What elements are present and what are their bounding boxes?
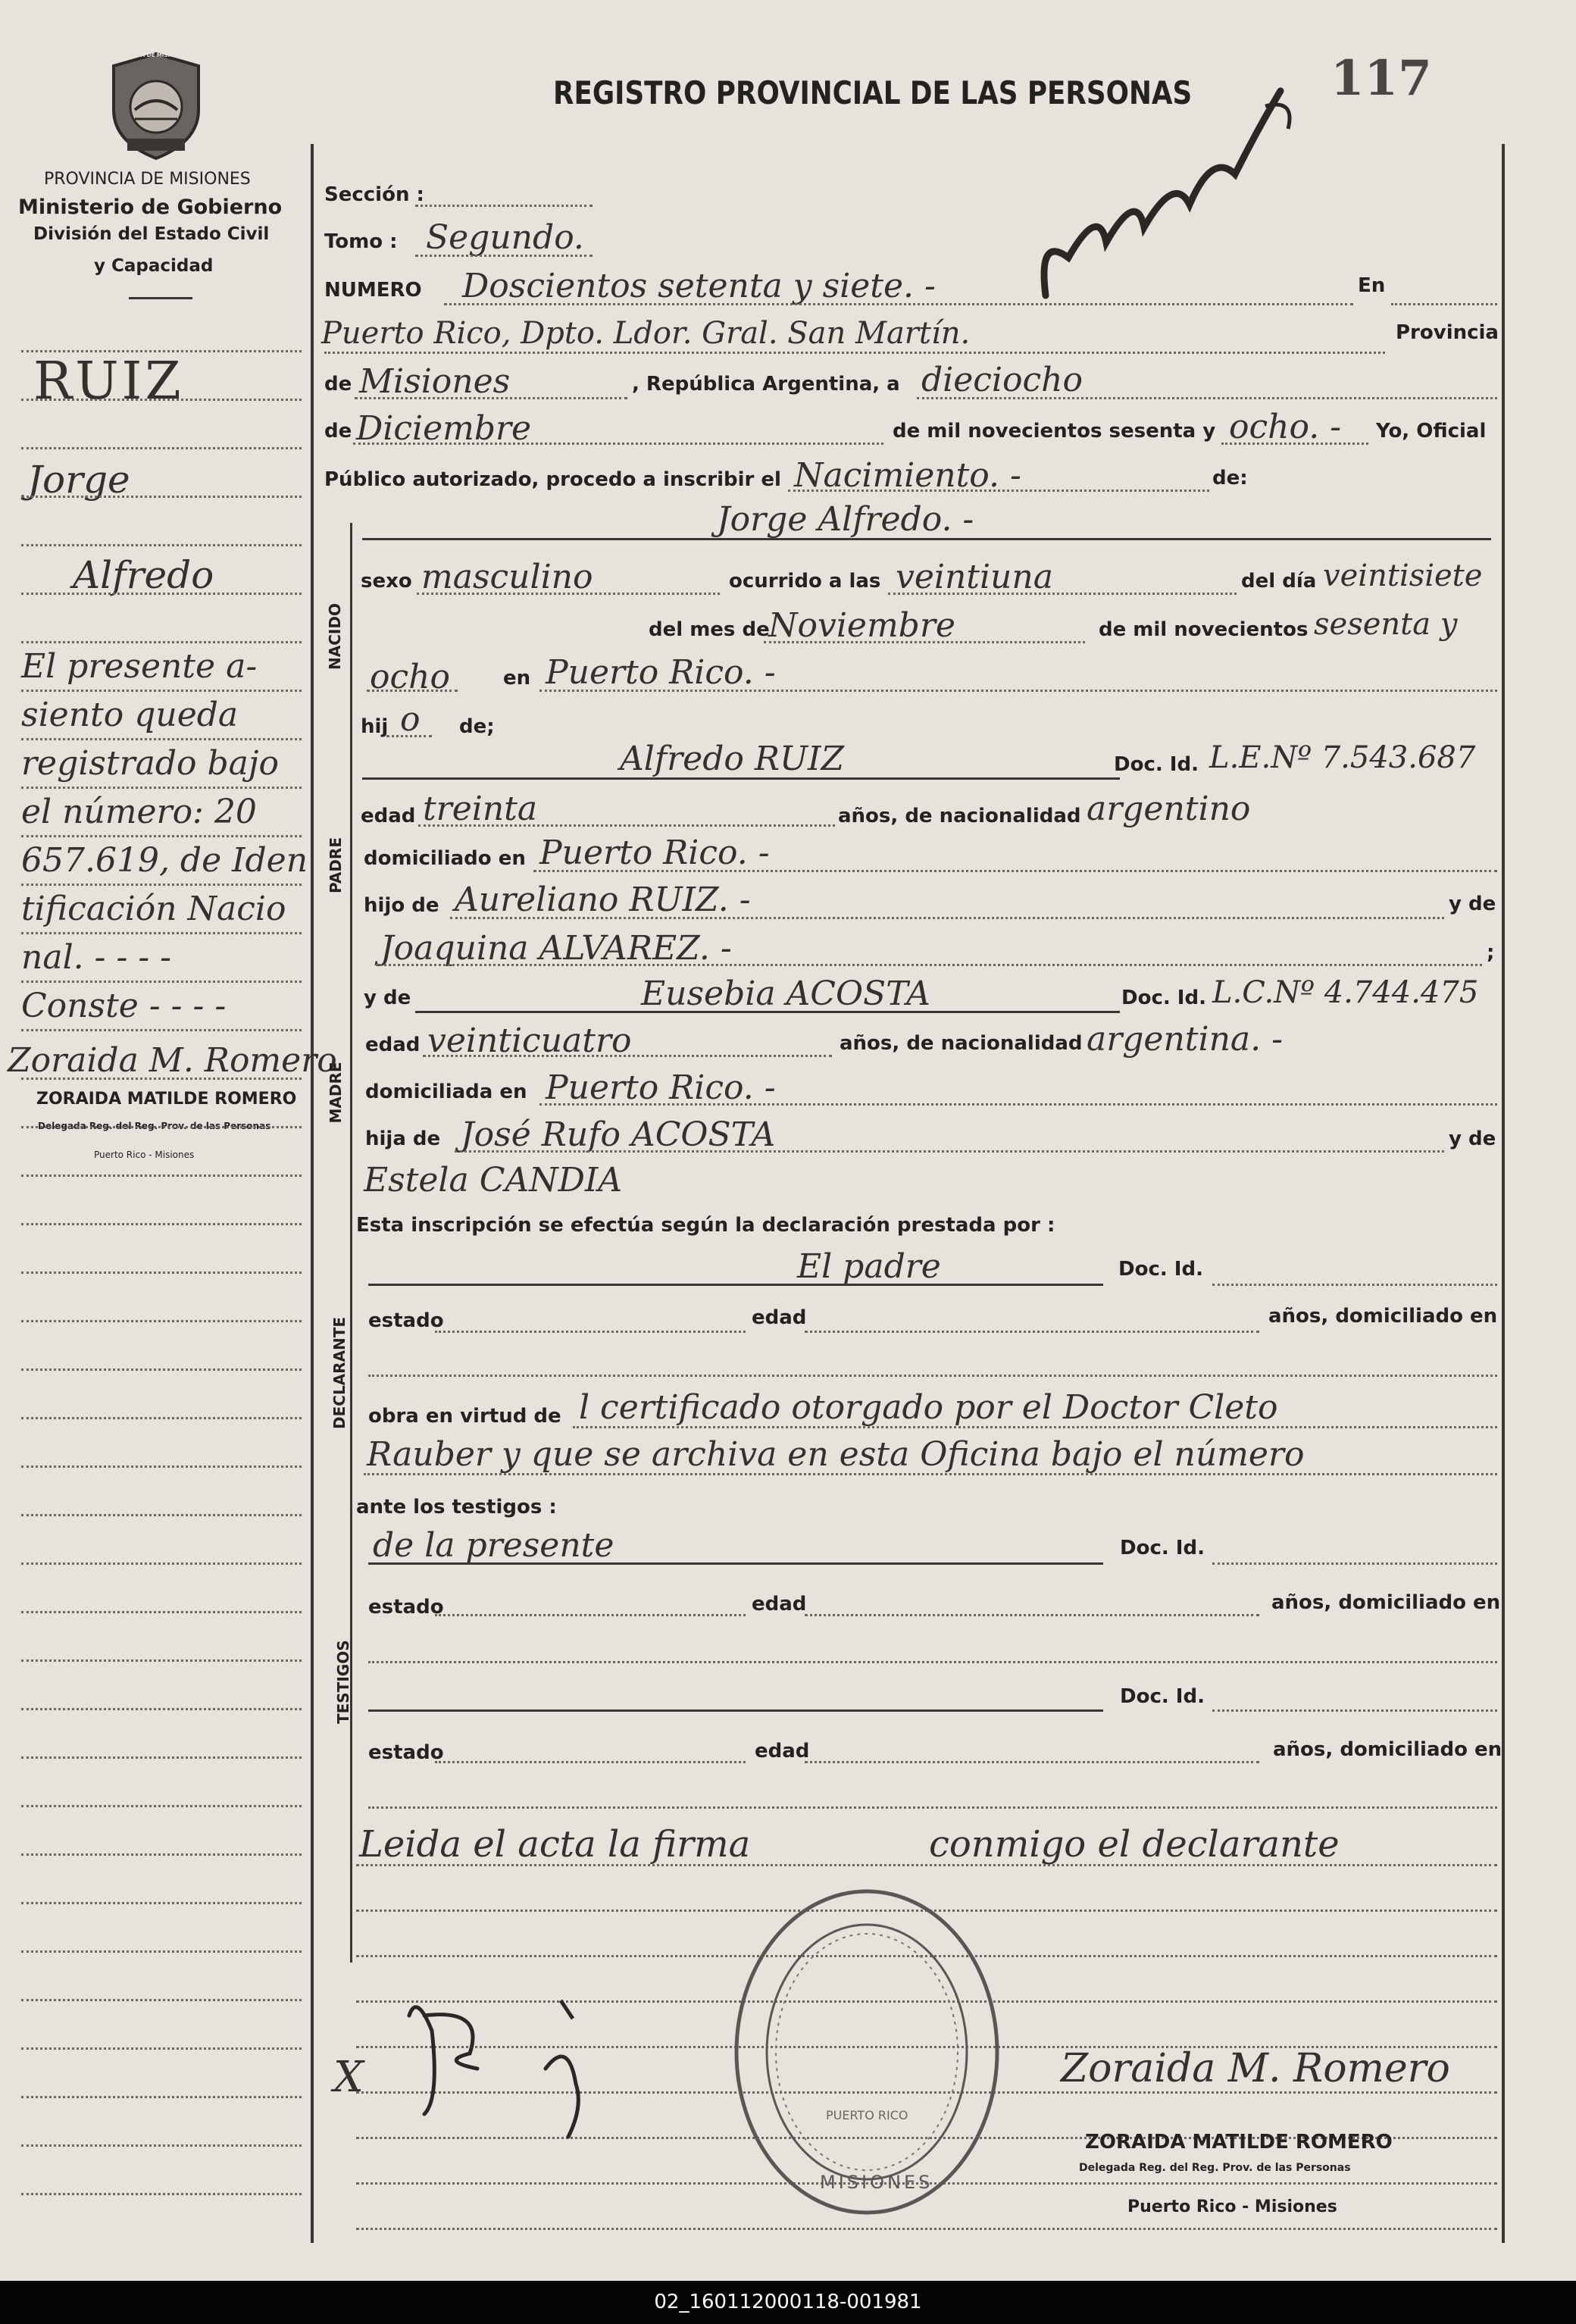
- sexo-label: sexo: [361, 570, 412, 593]
- margin-first-name: Jorge: [27, 458, 130, 502]
- province-heading: PROVINCIA DE MISIONES: [44, 170, 251, 189]
- mother-dom-line: [539, 1103, 1497, 1106]
- margin-note-line: El presente a-: [21, 647, 258, 686]
- seal-text: PROVINCIA DE MISIONES: [112, 52, 186, 58]
- margin-ruled-line: [21, 350, 302, 352]
- de-semicolon: de;: [459, 715, 495, 738]
- margin-ruled-line: [21, 447, 302, 449]
- declarante-estado-line: [435, 1331, 746, 1333]
- mes-label: del mes de: [649, 618, 770, 641]
- margin-note-line: registrado bajo: [21, 744, 280, 783]
- birth-year-2: ocho: [370, 658, 450, 696]
- margin-second-name: Alfredo: [73, 553, 214, 597]
- en-label: En: [1358, 274, 1386, 297]
- section-testigos: TESTIGOS: [334, 1640, 352, 1724]
- declarante-anos-label: años, domiciliado en: [1268, 1305, 1498, 1328]
- mother-doc-value: L.C.Nº 4.744.475: [1212, 975, 1479, 1010]
- mother-nac-label: años, de nacionalidad: [840, 1032, 1083, 1055]
- sexo-line: [417, 593, 720, 595]
- de-label-2: de: [324, 420, 352, 443]
- republica-label: , República Argentina, a: [632, 373, 900, 396]
- father-name-line: [362, 777, 1120, 780]
- father-yde-label: y de: [1449, 893, 1496, 915]
- grandmother-line: [376, 964, 1482, 966]
- margin-ruled-line: [21, 835, 302, 837]
- birth-month-value: Noviembre: [768, 606, 955, 645]
- margin-ruled-line: [21, 1029, 302, 1031]
- birth-day-value: veintisiete: [1323, 558, 1483, 593]
- father-nac-value: argentino: [1087, 790, 1251, 828]
- grandfather-line: [450, 917, 1444, 919]
- seccion-line: [415, 205, 593, 207]
- closing-ruled-line: [356, 2228, 1497, 2230]
- father-hijo-label: hijo de: [364, 894, 439, 917]
- margin-ruled-line: [21, 1756, 302, 1759]
- declarant-signature: [394, 1985, 667, 2167]
- seal-middle-text: PUERTO RICO: [826, 2108, 908, 2122]
- margin-ruled-line: [21, 690, 302, 692]
- margin-ruled-line: [21, 1853, 302, 1856]
- registry-number: 117: [1331, 50, 1432, 107]
- margin-ruled-line: [21, 1902, 302, 1904]
- margin-ruled-line: [21, 1611, 302, 1613]
- declarante-dom-line: [368, 1375, 1497, 1377]
- margin-ruled-line: [21, 1562, 302, 1565]
- hour-value: veintiuna: [896, 558, 1053, 596]
- registrar-signature-top: [1015, 68, 1311, 303]
- mother-yde2-label: y de: [1449, 1128, 1496, 1150]
- father-edad-value: treinta: [423, 790, 538, 828]
- child-name: Jorge Alfredo. -: [717, 500, 974, 539]
- declarante-edad-line: [805, 1331, 1259, 1333]
- declarante-estado-label: estado: [368, 1309, 444, 1332]
- margin-ruled-line: [21, 1417, 302, 1419]
- declarante-doc-label: Doc. Id.: [1118, 1258, 1203, 1281]
- birth-place-value: Puerto Rico. -: [546, 653, 776, 692]
- witness-1-anos-label: años, domiciliado en: [1271, 1591, 1501, 1614]
- coat-of-arms-icon: [105, 49, 208, 163]
- hour-line: [888, 593, 1237, 595]
- heading-rule: [129, 297, 192, 299]
- father-semicolon: ;: [1487, 941, 1495, 964]
- declaracion-intro: Esta inscripción se efectúa según la declaración prestada por :: [356, 1214, 1055, 1237]
- father-nac-label: años, de nacionalidad: [838, 805, 1081, 827]
- mil-label: de mil novecientos sesenta y: [893, 420, 1216, 443]
- hijo-label: hij: [361, 715, 389, 738]
- margin-ruled-line: [21, 1805, 302, 1807]
- witness-2-doc-line: [1212, 1709, 1497, 1712]
- witness-2-anos-label: años, domiciliado en: [1273, 1738, 1503, 1761]
- declarante-name-line: [368, 1284, 1103, 1286]
- mother-name: Eusebia ACOSTA: [641, 974, 930, 1013]
- ocurrido-label: ocurrido a las: [729, 570, 881, 593]
- day-value: dieciocho: [921, 361, 1083, 399]
- province-value: Misiones: [359, 362, 511, 401]
- publico-label: Público autorizado, procedo a inscribir el: [324, 468, 781, 491]
- act-line: [788, 490, 1209, 492]
- margin-note-line: siento queda: [21, 696, 239, 734]
- grandfather-value: Aureliano RUIZ. -: [455, 880, 751, 919]
- mother-yde-label: y de: [364, 987, 411, 1009]
- hijo-line: [386, 735, 432, 737]
- declarante-edad-label: edad: [752, 1306, 807, 1329]
- margin-ruled-line: [21, 1223, 302, 1225]
- yo-label: Yo, Oficial: [1376, 420, 1487, 443]
- obra-value-2: Rauber y que se archiva en esta Oficina bajo el número: [367, 1435, 1305, 1474]
- margin-ruled-line: [21, 1514, 302, 1516]
- section-madre: MADRE: [327, 1062, 345, 1124]
- testigos-intro: ante los testigos :: [356, 1496, 557, 1519]
- margin-ruled-line: [21, 738, 302, 740]
- witness-2-edad-line: [805, 1761, 1259, 1763]
- witness-2-name-line: [368, 1709, 1103, 1712]
- witness-1-name: de la presente: [373, 1526, 614, 1565]
- margin-ruled-line: [21, 641, 302, 643]
- officer-signature: Zoraida M. Romero: [1061, 2046, 1450, 2091]
- mother-doc-label: Doc. Id.: [1121, 987, 1206, 1009]
- sexo-value: masculino: [421, 558, 593, 596]
- numero-value: Doscientos setenta y siete. -: [462, 267, 936, 305]
- witness-1-name-line: [368, 1562, 1103, 1565]
- section-nacido: NACIDO: [326, 603, 344, 670]
- margin-ruled-line: [21, 1465, 302, 1468]
- maternal-grandfather-value: José Rufo ACOSTA: [461, 1115, 776, 1154]
- witness-1-estado-label: estado: [368, 1596, 444, 1619]
- margin-ruled-line: [21, 1271, 302, 1274]
- mil-novecientos-label: de mil novecientos: [1099, 618, 1309, 641]
- margin-note-line: 657.619, de Iden: [21, 841, 308, 880]
- obra-value-1: l certificado otorgado por el Doctor Cleto: [579, 1388, 1278, 1427]
- obra-line-2: [364, 1473, 1497, 1475]
- left-margin-rule: [311, 144, 314, 2243]
- officer-stamp-place: Puerto Rico - Misiones: [1127, 2197, 1337, 2216]
- father-dom-line: [533, 870, 1497, 872]
- en-place-label: en: [503, 667, 531, 690]
- month-value: Diciembre: [356, 409, 532, 448]
- margin-ruled-line: [21, 1999, 302, 2001]
- margin-ruled-line: [21, 496, 302, 498]
- month-line: [353, 443, 883, 445]
- place-value: Puerto Rico, Dpto. Ldor. Gral. San Martín.: [321, 316, 971, 351]
- margin-ruled-line: [21, 1368, 302, 1371]
- x-mark: X: [333, 2053, 364, 2102]
- de-colon: de:: [1212, 467, 1248, 490]
- witness-1-dom-line: [368, 1661, 1497, 1663]
- birth-year-line: [367, 690, 458, 692]
- numero-label: NUMERO: [324, 279, 422, 302]
- margin-ruled-line: [21, 1950, 302, 1953]
- tomo-value: Segundo.: [426, 218, 584, 257]
- grandmother-value: Joaquina ALVAREZ. -: [380, 929, 732, 968]
- de-label: de: [324, 373, 352, 396]
- margin-ruled-line: [21, 1126, 302, 1128]
- margin-ruled-line: [21, 399, 302, 401]
- witness-1-edad-label: edad: [752, 1593, 807, 1616]
- witness-2-estado-line: [435, 1761, 746, 1763]
- witness-1-edad-line: [805, 1614, 1259, 1616]
- witness-1-doc-label: Doc. Id.: [1120, 1537, 1205, 1559]
- margin-note-line: nal. - - - -: [21, 938, 172, 977]
- margin-ruled-line: [21, 1078, 302, 1080]
- section-padre: PADRE: [327, 837, 345, 893]
- child-name-line: [362, 538, 1491, 540]
- margin-ruled-line: [21, 544, 302, 546]
- seccion-label: Sección :: [324, 183, 424, 206]
- father-dom-value: Puerto Rico. -: [539, 834, 770, 872]
- margin-ruled-line: [21, 884, 302, 886]
- margin-note-line: el número: 20: [21, 793, 257, 831]
- place-line: [324, 352, 1385, 354]
- declarante-name: El padre: [797, 1247, 941, 1286]
- father-name: Alfredo RUIZ: [620, 740, 845, 778]
- registry-title: REGISTRO PROVINCIAL DE LAS PERSONAS: [553, 74, 1193, 111]
- division-heading: División del Estado Civil: [33, 224, 270, 244]
- provincia-label: Provincia: [1396, 321, 1499, 344]
- official-seal-icon: [730, 1885, 1003, 2219]
- birth-year-1: sesenta y: [1314, 607, 1458, 642]
- margin-ruled-line: [21, 1320, 302, 1322]
- mother-hija-label: hija de: [365, 1128, 441, 1150]
- witness-2-edad-label: edad: [755, 1740, 810, 1763]
- year-line: [1221, 443, 1368, 445]
- obra-line-1: [573, 1426, 1497, 1428]
- tomo-line: [415, 255, 593, 257]
- witness-2-dom-line: [368, 1806, 1497, 1809]
- hijo-value: o: [400, 700, 421, 739]
- father-edad-label: edad: [361, 805, 416, 827]
- closing-ruled-line: [356, 1864, 1497, 1866]
- birth-month-line: [764, 641, 1085, 643]
- section-declarante: DECLARANTE: [330, 1316, 349, 1429]
- margin-ruled-line: [21, 787, 302, 789]
- officer-stamp-role: Delegada Reg. del Reg. Prov. de las Personas: [1079, 2162, 1351, 2174]
- mother-nac-value: argentina. -: [1087, 1020, 1283, 1059]
- seal-bottom-text: MISIONES: [820, 2172, 933, 2193]
- margin-ruled-line: [21, 1708, 302, 1710]
- closing-text-2: conmigo el declarante: [929, 1823, 1340, 1866]
- province-line: [355, 397, 627, 399]
- day-line: [917, 397, 1497, 399]
- closing-text-1: Leida el acta la firma: [359, 1823, 751, 1866]
- en-line: [1391, 303, 1497, 305]
- margin-ruled-line: [21, 932, 302, 934]
- obra-label: obra en virtud de: [368, 1405, 561, 1428]
- father-dom-label: domiciliado en: [364, 847, 526, 870]
- file-name-bar: [0, 2281, 1576, 2324]
- margin-surname: RUIZ: [33, 352, 184, 411]
- margin-ruled-line: [21, 2193, 302, 2195]
- mother-name-line: [415, 1011, 1120, 1013]
- year-value: ocho. -: [1229, 408, 1342, 446]
- margin-ruled-line: [21, 2096, 302, 2098]
- margin-stamp-role: Delegada Reg. del Reg. Prov. de las Personas: [38, 1121, 271, 1131]
- mother-edad-line: [423, 1055, 832, 1057]
- mother-dom-value: Puerto Rico. -: [546, 1068, 776, 1107]
- witness-1-doc-line: [1212, 1562, 1497, 1565]
- declarant-signature-text: [424, 2016, 450, 2031]
- mother-edad-value: veinticuatro: [427, 1021, 632, 1060]
- margin-signature: Zoraida M. Romero: [8, 1041, 337, 1080]
- margin-ruled-line: [21, 2047, 302, 2050]
- margin-ruled-line: [21, 593, 302, 595]
- right-margin-rule: [1502, 144, 1505, 2243]
- margin-note-line: tificación Nacio: [21, 890, 286, 928]
- father-doc-value: L.E.Nº 7.543.687: [1209, 740, 1476, 775]
- division-heading-2: y Capacidad: [94, 256, 214, 276]
- margin-note-line: Conste - - - -: [21, 987, 227, 1025]
- witness-2-estado-label: estado: [368, 1741, 444, 1764]
- margin-ruled-line: [21, 2144, 302, 2147]
- declarante-doc-line: [1212, 1284, 1497, 1286]
- maternal-grandmother-value: Estela CANDIA: [364, 1161, 623, 1200]
- mother-dom-label: domiciliada en: [365, 1081, 527, 1103]
- margin-stamp-place: Puerto Rico - Misiones: [94, 1149, 195, 1160]
- margin-ruled-line: [21, 1175, 302, 1177]
- act-value: Nacimiento. -: [794, 456, 1021, 495]
- margin-stamp-name: ZORAIDA MATILDE ROMERO: [36, 1090, 297, 1109]
- tomo-label: Tomo :: [324, 230, 398, 253]
- mother-edad-label: edad: [365, 1034, 421, 1056]
- father-doc-label: Doc. Id.: [1114, 753, 1199, 776]
- section-rule: [350, 523, 352, 1963]
- file-name: 02_160112000118-001981: [654, 2291, 922, 2313]
- birth-place-line: [539, 690, 1497, 692]
- officer-stamp-name: ZORAIDA MATILDE ROMERO: [1085, 2131, 1393, 2154]
- witness-1-estado-line: [435, 1614, 746, 1616]
- numero-line: [444, 303, 1353, 305]
- margin-ruled-line: [21, 1659, 302, 1662]
- margin-ruled-line: [21, 981, 302, 983]
- maternal-grandfather-line: [455, 1150, 1444, 1153]
- witness-2-doc-label: Doc. Id.: [1120, 1685, 1205, 1708]
- dia-label: del día: [1241, 570, 1317, 593]
- ministry-heading: Ministerio de Gobierno: [18, 195, 283, 219]
- father-edad-line: [418, 824, 835, 827]
